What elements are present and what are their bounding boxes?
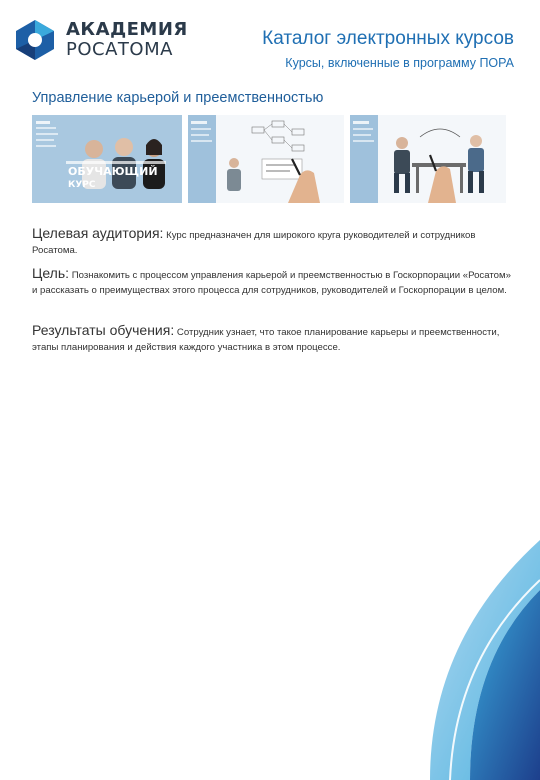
course-screenshot-meeting — [350, 115, 506, 203]
target-audience-section — [32, 226, 518, 258]
learning-results-text: Сотрудник узнает, что такое планирование карьеры и преемственности, этапы планирования и действия каждого участника в этом процессе. — [32, 327, 500, 353]
logo-line2: РОСАТОМА — [66, 39, 173, 60]
decorative-swoosh — [280, 520, 540, 780]
goal-label: Цель: — [32, 265, 70, 281]
course-title: Управление карьерой и преемственностью — [32, 90, 324, 106]
target-audience-label: Целевая аудитория: — [32, 225, 164, 241]
course-screenshot-diagram — [188, 115, 344, 203]
rosatom-logo-icon — [12, 18, 58, 62]
course-screenshot-title — [32, 115, 182, 203]
goal-section — [32, 266, 518, 298]
goal-text: Познакомить с процессом управления карьерой и преемственностью в Госкорпорации «Росатом» и рассказать о преимуществах этого процесса для сотрудников, руководителей и Госкорпорации в целом. — [32, 270, 511, 296]
learning-results-section — [32, 323, 518, 355]
academy-logo — [12, 18, 188, 68]
catalog-title: Каталог электронных курсов — [262, 28, 514, 49]
target-audience-text: Курс предназначен для широкого круга руководителей и сотрудников Росатома. — [32, 230, 476, 256]
learning-results-label: Результаты обучения: — [32, 322, 175, 338]
thumb-caption-line1: ОБУЧАЮЩИЙ — [68, 165, 158, 178]
logo-line1: АКАДЕМИЯ — [66, 19, 188, 40]
thumb-caption-line2: КУРС — [68, 180, 96, 190]
catalog-subtitle: Курсы, включенные в программу ПОРА — [285, 56, 514, 70]
